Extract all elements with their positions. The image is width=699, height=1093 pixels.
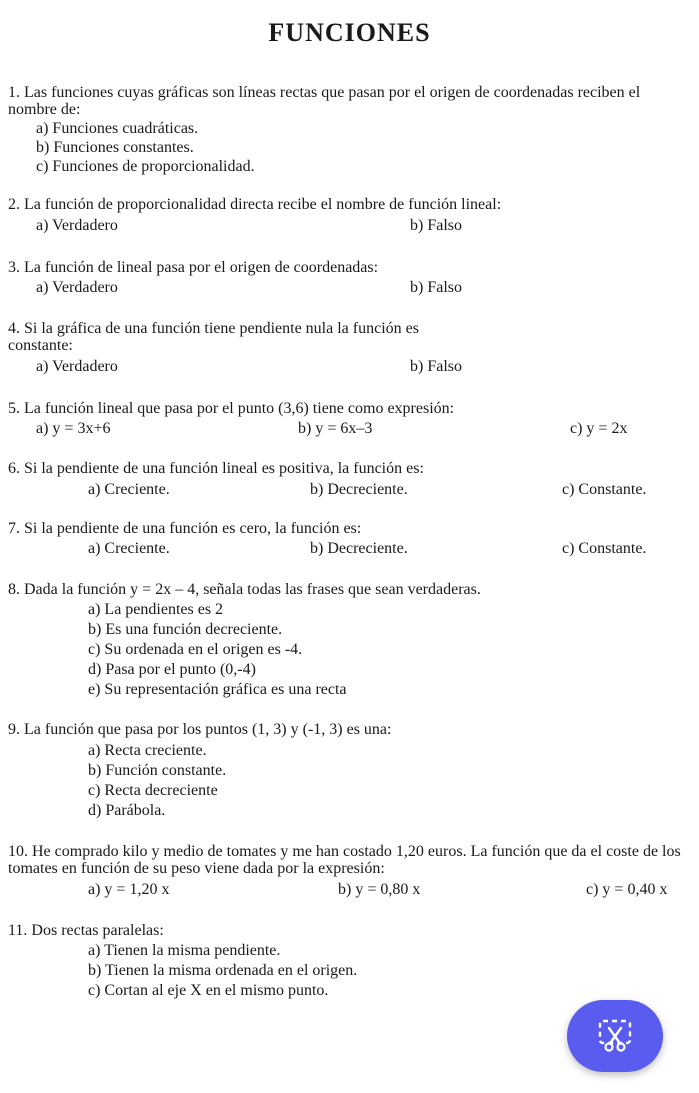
option-a: a) Creciente. xyxy=(88,481,170,498)
option-c: c) y = 2x xyxy=(570,420,628,437)
question-stem: 6. Si la pendiente de una función lineal es positiva, la función es: xyxy=(8,460,424,477)
question-stem: 7. Si la pendiente de una función es cero, la función es: xyxy=(8,520,362,537)
option-a: a) La pendientes es 2 xyxy=(88,601,224,618)
question-4 xyxy=(8,320,478,375)
option-b: b) Decreciente. xyxy=(310,540,408,557)
question-7 xyxy=(8,520,688,557)
question-stem: 11. Dos rectas paralelas: xyxy=(8,922,164,939)
option-a: a) Creciente. xyxy=(88,540,170,557)
question-9 xyxy=(8,721,688,819)
option-c: c) Funciones de proporcionalidad. xyxy=(36,158,255,175)
option-b: b) Funciones constantes. xyxy=(36,139,194,156)
question-2 xyxy=(8,196,688,234)
question-6 xyxy=(8,460,688,498)
option-c: c) Constante. xyxy=(562,481,647,498)
option-b: b) Tienen la misma ordenada en el origen. xyxy=(88,962,358,979)
option-a: a) y = 1,20 x xyxy=(88,881,170,898)
option-c: c) y = 0,40 x xyxy=(586,881,668,898)
question-stem: 2. La función de proporcionalidad directa recibe el nombre de función lineal: xyxy=(8,196,502,213)
option-b: b) Falso xyxy=(410,217,462,234)
option-a: a) Verdadero xyxy=(36,279,118,296)
option-b: b) Falso xyxy=(410,358,462,375)
option-d: d) Pasa por el punto (0,-4) xyxy=(88,661,256,678)
option-b: b) Función constante. xyxy=(88,762,227,779)
question-3 xyxy=(8,259,688,296)
question-8 xyxy=(8,581,688,698)
question-10 xyxy=(8,843,688,898)
option-c: c) Constante. xyxy=(562,540,647,557)
option-b: b) Es una función decreciente. xyxy=(88,621,283,638)
option-a: a) Tienen la misma pendiente. xyxy=(88,942,281,959)
option-a: a) Verdadero xyxy=(36,217,118,234)
scissors-select-icon xyxy=(597,1018,633,1054)
page-title: FUNCIONES xyxy=(268,18,431,47)
question-stem: 3. La función de lineal pasa por el origen de coordenadas: xyxy=(8,259,379,276)
question-stem: 10. He comprado kilo y medio de tomates y me han costado 1,20 euros. La función que da el coste de los tomates en función de su peso viene dada por la expresión: xyxy=(8,843,681,877)
option-d: d) Parábola. xyxy=(88,802,166,819)
screenshot-crop-button[interactable] xyxy=(567,1000,663,1072)
question-11 xyxy=(8,922,688,999)
option-a: a) Recta creciente. xyxy=(88,742,207,759)
option-b: b) y = 6x–3 xyxy=(298,420,373,437)
option-b: b) y = 0,80 x xyxy=(338,881,421,898)
question-stem: 8. Dada la función y = 2x – 4, señala todas las frases que sean verdaderas. xyxy=(8,581,481,598)
question-stem: 9. La función que pasa por los puntos (1, 3) y (-1, 3) es una: xyxy=(8,721,392,738)
option-a: a) Funciones cuadráticas. xyxy=(36,120,199,137)
option-b: b) Decreciente. xyxy=(310,481,408,498)
option-b: b) Falso xyxy=(410,279,462,296)
option-a: a) y = 3x+6 xyxy=(36,420,111,437)
question-stem: 1. Las funciones cuyas gráficas son líneas rectas que pasan por el origen de coordenadas reciben el nombre de: xyxy=(8,84,641,118)
question-stem: 5. La función lineal que pasa por el punto (3,6) tiene como expresión: xyxy=(8,400,455,417)
question-5 xyxy=(8,400,688,437)
option-c: c) Recta decreciente xyxy=(88,782,218,799)
option-e: e) Su representación gráfica es una recta xyxy=(88,681,347,698)
option-c: c) Cortan al eje X en el mismo punto. xyxy=(88,982,329,999)
option-c: c) Su ordenada en el origen es -4. xyxy=(88,641,303,658)
question-stem: 4. Si la gráfica de una función tiene pendiente nula la función es constante: xyxy=(8,320,419,354)
option-a: a) Verdadero xyxy=(36,358,118,375)
question-1 xyxy=(8,84,688,175)
